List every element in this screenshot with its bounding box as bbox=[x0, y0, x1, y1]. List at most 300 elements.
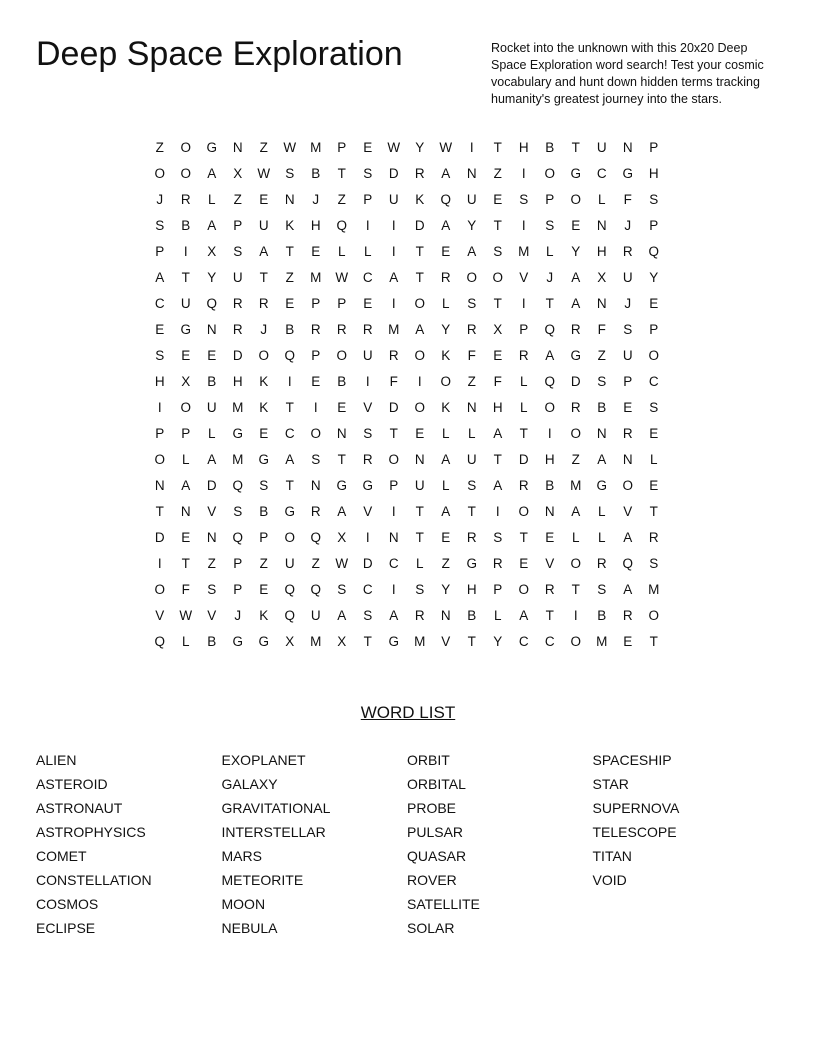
grid-cell: J bbox=[624, 295, 632, 311]
grid-cell: G bbox=[206, 139, 218, 155]
grid-cell: Z bbox=[259, 555, 269, 571]
grid-cell: A bbox=[259, 243, 269, 259]
word-list-item: PULSAR bbox=[407, 824, 464, 840]
grid-cell: P bbox=[259, 529, 269, 545]
grid-cell: O bbox=[544, 165, 556, 181]
grid-cell: R bbox=[492, 555, 504, 571]
grid-cell: C bbox=[362, 581, 374, 597]
grid-cell: R bbox=[362, 321, 374, 337]
grid-cell: E bbox=[571, 217, 581, 233]
grid-cell: A bbox=[441, 217, 451, 233]
grid-cell: Q bbox=[622, 555, 634, 571]
grid-cell: T bbox=[415, 529, 425, 545]
grid-cell: A bbox=[155, 269, 165, 285]
grid-cell: Z bbox=[493, 165, 503, 181]
grid-cell: U bbox=[206, 399, 218, 415]
grid-cell: T bbox=[649, 503, 659, 519]
grid-cell: Z bbox=[285, 269, 295, 285]
grid-cell: R bbox=[232, 321, 244, 337]
grid-cell: F bbox=[181, 581, 191, 597]
grid-cell: P bbox=[519, 321, 529, 337]
grid-cell: E bbox=[493, 347, 503, 363]
word-list-item: ORBIT bbox=[407, 752, 450, 768]
grid-cell: T bbox=[415, 503, 425, 519]
grid-row bbox=[147, 420, 667, 446]
word-list-title: WORD LIST bbox=[360, 703, 456, 722]
grid-cell: D bbox=[570, 373, 582, 389]
grid-cell: L bbox=[597, 529, 606, 545]
grid-cell: T bbox=[337, 451, 347, 467]
grid-cell: M bbox=[310, 269, 322, 285]
grid-cell: W bbox=[257, 165, 271, 181]
grid-cell: E bbox=[311, 243, 321, 259]
word-list-item: SPACESHIP bbox=[592, 752, 672, 768]
grid-cell: P bbox=[649, 139, 659, 155]
grid-cell: D bbox=[388, 399, 400, 415]
grid-cell: R bbox=[362, 451, 374, 467]
grid-cell: A bbox=[441, 451, 451, 467]
grid-cell: Y bbox=[207, 269, 217, 285]
grid-cell: O bbox=[466, 269, 478, 285]
grid-row bbox=[147, 290, 667, 316]
grid-cell: M bbox=[232, 399, 244, 415]
grid-cell: X bbox=[207, 243, 217, 259]
grid-cell: T bbox=[181, 555, 191, 571]
grid-cell: T bbox=[649, 633, 659, 649]
grid-cell: O bbox=[180, 165, 192, 181]
grid-cell: O bbox=[336, 347, 348, 363]
word-list-item: CONSTELLATION bbox=[36, 872, 152, 888]
grid-cell: G bbox=[388, 633, 400, 649]
grid-cell: P bbox=[649, 217, 659, 233]
grid-cell: E bbox=[259, 191, 269, 207]
grid-cell: A bbox=[467, 243, 477, 259]
grid-cell: H bbox=[466, 581, 478, 597]
grid-cell: X bbox=[337, 633, 347, 649]
grid-row bbox=[147, 524, 667, 550]
grid-cell: P bbox=[233, 555, 243, 571]
grid-cell: G bbox=[232, 633, 244, 649]
grid-cell: U bbox=[362, 347, 374, 363]
grid-cell: E bbox=[311, 373, 321, 389]
grid-row bbox=[147, 160, 667, 186]
grid-cell: U bbox=[414, 477, 426, 493]
grid-cell: A bbox=[207, 451, 217, 467]
grid-cell: A bbox=[207, 217, 217, 233]
grid-cell: L bbox=[597, 191, 606, 207]
grid-cell: T bbox=[285, 477, 295, 493]
grid-cell: N bbox=[206, 321, 218, 337]
grid-row bbox=[147, 264, 667, 290]
grid-cell: Q bbox=[544, 373, 556, 389]
grid-cell: O bbox=[518, 503, 530, 519]
grid-cell: E bbox=[441, 243, 451, 259]
grid-cell: L bbox=[207, 425, 216, 441]
grid-cell: R bbox=[518, 477, 530, 493]
grid-cell: K bbox=[259, 373, 269, 389]
grid-cell: Z bbox=[597, 347, 607, 363]
grid-row bbox=[147, 472, 667, 498]
grid-row bbox=[147, 342, 667, 368]
grid-row bbox=[147, 628, 667, 654]
grid-cell: Q bbox=[648, 243, 660, 259]
grid-cell: L bbox=[337, 243, 346, 259]
grid-cell: A bbox=[571, 295, 581, 311]
grid-cell: H bbox=[232, 373, 244, 389]
grid-cell: O bbox=[258, 347, 270, 363]
grid-cell: C bbox=[518, 633, 530, 649]
grid-cell: E bbox=[623, 633, 633, 649]
grid-cell: E bbox=[285, 295, 295, 311]
grid-cell: L bbox=[441, 295, 450, 311]
grid-cell: R bbox=[336, 321, 348, 337]
grid-cell: O bbox=[388, 451, 400, 467]
grid-cell: H bbox=[310, 217, 322, 233]
grid-cell: C bbox=[544, 633, 556, 649]
grid-cell: T bbox=[467, 503, 477, 519]
grid-cell: R bbox=[180, 191, 192, 207]
grid-cell: P bbox=[337, 295, 347, 311]
grid-cell: U bbox=[258, 217, 270, 233]
grid-cell: Q bbox=[440, 191, 452, 207]
grid-cell: M bbox=[232, 451, 244, 467]
grid-cell: O bbox=[154, 165, 166, 181]
grid-cell: L bbox=[597, 503, 606, 519]
grid-cell: B bbox=[181, 217, 191, 233]
grid-cell: F bbox=[597, 321, 607, 337]
grid-cell: A bbox=[389, 269, 399, 285]
grid-cell: X bbox=[597, 269, 607, 285]
grid-cell: O bbox=[414, 347, 426, 363]
grid-cell: L bbox=[181, 451, 190, 467]
grid-cell: Y bbox=[493, 633, 503, 649]
grid-cell: P bbox=[389, 477, 399, 493]
grid-cell: A bbox=[207, 165, 217, 181]
grid-cell: O bbox=[310, 425, 322, 441]
grid-cell: I bbox=[365, 529, 371, 545]
grid-row bbox=[147, 368, 667, 394]
grid-cell: R bbox=[388, 347, 400, 363]
grid-row bbox=[147, 186, 667, 212]
grid-cell: T bbox=[519, 425, 529, 441]
grid-cell: R bbox=[310, 503, 322, 519]
grid-cell: Z bbox=[207, 555, 217, 571]
grid-cell: X bbox=[285, 633, 295, 649]
grid-cell: R bbox=[518, 347, 530, 363]
grid-cell: L bbox=[415, 555, 424, 571]
grid-cell: N bbox=[622, 451, 634, 467]
grid-cell: V bbox=[441, 633, 451, 649]
grid-cell: V bbox=[519, 269, 529, 285]
grid-cell: S bbox=[597, 373, 607, 389]
grid-cell: N bbox=[466, 399, 478, 415]
grid-cell: K bbox=[285, 217, 295, 233]
grid-cell: U bbox=[310, 607, 322, 623]
grid-cell: G bbox=[570, 165, 582, 181]
grid-cell: S bbox=[363, 425, 373, 441]
grid-cell: A bbox=[545, 347, 555, 363]
grid-cell: C bbox=[596, 165, 608, 181]
grid-cell: E bbox=[545, 529, 555, 545]
grid-cell: N bbox=[310, 477, 322, 493]
grid-cell: A bbox=[597, 451, 607, 467]
grid-cell: V bbox=[207, 503, 217, 519]
word-list-item: MOON bbox=[221, 896, 266, 912]
grid-cell: Q bbox=[284, 581, 296, 597]
grid-cell: P bbox=[311, 347, 321, 363]
grid-cell: P bbox=[155, 243, 165, 259]
grid-cell: G bbox=[596, 477, 608, 493]
grid-cell: O bbox=[154, 451, 166, 467]
word-list-item: SATELLITE bbox=[407, 896, 480, 912]
word-list-item: ASTRONAUT bbox=[36, 800, 123, 816]
grid-cell: A bbox=[285, 451, 295, 467]
grid-cell: A bbox=[389, 607, 399, 623]
grid-cell: Q bbox=[154, 633, 166, 649]
grid-cell: N bbox=[206, 529, 218, 545]
grid-cell: Y bbox=[649, 269, 659, 285]
grid-cell: N bbox=[284, 191, 296, 207]
grid-cell: N bbox=[466, 165, 478, 181]
grid-cell: A bbox=[571, 503, 581, 519]
grid-cell: N bbox=[596, 295, 608, 311]
grid-cell: R bbox=[232, 295, 244, 311]
grid-row bbox=[147, 498, 667, 524]
word-list-item: ECLIPSE bbox=[36, 920, 96, 936]
grid-cell: Y bbox=[415, 139, 425, 155]
grid-cell: S bbox=[233, 243, 243, 259]
grid-cell: R bbox=[570, 321, 582, 337]
grid-cell: O bbox=[622, 477, 634, 493]
word-list-item: INTERSTELLAR bbox=[221, 824, 326, 840]
grid-cell: R bbox=[596, 555, 608, 571]
grid-cell: E bbox=[207, 347, 217, 363]
grid-cell: P bbox=[233, 581, 243, 597]
grid-cell: O bbox=[570, 555, 582, 571]
word-list-item: MARS bbox=[221, 848, 262, 864]
grid-cell: I bbox=[157, 399, 163, 415]
grid-cell: B bbox=[285, 321, 295, 337]
grid-cell: N bbox=[154, 477, 166, 493]
grid-cell: Z bbox=[467, 373, 477, 389]
grid-cell: B bbox=[545, 139, 555, 155]
grid-cell: P bbox=[337, 139, 347, 155]
grid-cell: Z bbox=[571, 451, 581, 467]
word-list-item: METEORITE bbox=[221, 872, 304, 888]
grid-cell: Q bbox=[544, 321, 556, 337]
grid-cell: W bbox=[283, 139, 297, 155]
grid-cell: L bbox=[467, 425, 476, 441]
grid-cell: K bbox=[259, 399, 269, 415]
grid-cell: E bbox=[623, 399, 633, 415]
grid-cell: I bbox=[157, 555, 163, 571]
grid-cell: A bbox=[337, 503, 347, 519]
grid-cell: G bbox=[570, 347, 582, 363]
grid-cell: N bbox=[596, 425, 608, 441]
grid-cell: H bbox=[492, 399, 504, 415]
grid-cell: E bbox=[181, 347, 191, 363]
grid-cell: P bbox=[649, 321, 659, 337]
grid-cell: L bbox=[571, 529, 580, 545]
word-list-item: EXOPLANET bbox=[221, 752, 306, 768]
grid-cell: U bbox=[284, 555, 296, 571]
grid-cell: B bbox=[337, 373, 347, 389]
grid-cell: A bbox=[623, 581, 633, 597]
grid-cell: N bbox=[544, 503, 556, 519]
grid-row bbox=[147, 602, 667, 628]
grid-row bbox=[147, 316, 667, 342]
grid-cell: W bbox=[335, 269, 349, 285]
grid-cell: E bbox=[415, 425, 425, 441]
grid-cell: E bbox=[519, 555, 529, 571]
grid-cell: O bbox=[518, 581, 530, 597]
grid-cell: E bbox=[363, 139, 373, 155]
grid-cell: V bbox=[363, 503, 373, 519]
grid-cell: U bbox=[596, 139, 608, 155]
grid-cell: O bbox=[414, 399, 426, 415]
word-list-item: NEBULA bbox=[221, 920, 278, 936]
grid-cell: P bbox=[155, 425, 165, 441]
grid-cell: S bbox=[363, 607, 373, 623]
grid-cell: Z bbox=[155, 139, 165, 155]
word-list-column bbox=[222, 748, 408, 940]
grid-row bbox=[147, 134, 667, 160]
grid-cell: H bbox=[154, 373, 166, 389]
grid-cell: R bbox=[544, 581, 556, 597]
grid-cell: T bbox=[545, 607, 555, 623]
grid-cell: L bbox=[363, 243, 372, 259]
grid-cell: H bbox=[544, 451, 556, 467]
grid-cell: R bbox=[414, 165, 426, 181]
grid-cell: U bbox=[622, 347, 634, 363]
grid-cell: L bbox=[181, 633, 190, 649]
grid-cell: Z bbox=[259, 139, 269, 155]
grid-cell: O bbox=[544, 399, 556, 415]
word-list-item: STAR bbox=[592, 776, 629, 792]
grid-cell: R bbox=[648, 529, 660, 545]
grid-row bbox=[147, 238, 667, 264]
grid-cell: Q bbox=[284, 607, 296, 623]
grid-cell: S bbox=[545, 217, 555, 233]
grid-cell: L bbox=[519, 373, 528, 389]
grid-cell: F bbox=[493, 373, 503, 389]
grid-cell: A bbox=[623, 529, 633, 545]
word-list-item: ROVER bbox=[407, 872, 457, 888]
grid-cell: T bbox=[415, 269, 425, 285]
grid-cell: Q bbox=[232, 529, 244, 545]
grid-cell: E bbox=[363, 295, 373, 311]
grid-cell: A bbox=[493, 477, 503, 493]
grid-cell: L bbox=[519, 399, 528, 415]
grid-cell: W bbox=[439, 139, 453, 155]
grid-cell: B bbox=[597, 607, 607, 623]
grid-cell: M bbox=[414, 633, 426, 649]
grid-cell: W bbox=[335, 555, 349, 571]
word-list-column bbox=[407, 748, 593, 940]
letter-grid bbox=[147, 134, 667, 654]
grid-cell: G bbox=[336, 477, 348, 493]
grid-cell: S bbox=[415, 581, 425, 597]
grid-cell: I bbox=[391, 503, 397, 519]
grid-cell: F bbox=[467, 347, 477, 363]
grid-cell: S bbox=[467, 477, 477, 493]
grid-cell: S bbox=[337, 581, 347, 597]
grid-cell: E bbox=[441, 529, 451, 545]
grid-cell: S bbox=[233, 503, 243, 519]
grid-cell: Y bbox=[441, 321, 451, 337]
grid-cell: T bbox=[259, 269, 269, 285]
word-list-item: QUASAR bbox=[407, 848, 467, 864]
page-title: Deep Space Exploration bbox=[36, 35, 403, 73]
grid-cell: I bbox=[573, 607, 579, 623]
grid-cell: I bbox=[417, 373, 423, 389]
word-list bbox=[36, 748, 778, 940]
grid-cell: R bbox=[466, 321, 478, 337]
grid-cell: I bbox=[469, 139, 475, 155]
grid-cell: O bbox=[180, 139, 192, 155]
grid-cell: R bbox=[414, 607, 426, 623]
grid-cell: D bbox=[518, 451, 530, 467]
grid-cell: I bbox=[391, 243, 397, 259]
grid-cell: E bbox=[649, 295, 659, 311]
grid-cell: X bbox=[233, 165, 243, 181]
grid-cell: K bbox=[415, 191, 425, 207]
grid-cell: S bbox=[155, 347, 165, 363]
grid-cell: E bbox=[155, 321, 165, 337]
grid-cell: R bbox=[466, 529, 478, 545]
grid-cell: I bbox=[495, 503, 501, 519]
grid-cell: L bbox=[545, 243, 554, 259]
grid-cell: B bbox=[597, 399, 607, 415]
grid-cell: D bbox=[362, 555, 374, 571]
grid-cell: S bbox=[649, 399, 659, 415]
grid-cell: W bbox=[387, 139, 401, 155]
grid-cell: B bbox=[207, 373, 217, 389]
grid-cell: I bbox=[547, 425, 553, 441]
grid-cell: Y bbox=[571, 243, 581, 259]
grid-cell: C bbox=[648, 373, 660, 389]
grid-cell: V bbox=[363, 399, 373, 415]
grid-cell: T bbox=[493, 295, 503, 311]
grid-cell: Q bbox=[310, 581, 322, 597]
grid-cell: I bbox=[391, 295, 397, 311]
grid-cell: U bbox=[466, 191, 478, 207]
grid-cell: T bbox=[493, 139, 503, 155]
grid-cell: J bbox=[624, 217, 632, 233]
grid-cell: X bbox=[337, 529, 347, 545]
word-list-item: TELESCOPE bbox=[592, 824, 677, 840]
grid-cell: I bbox=[365, 217, 371, 233]
word-list-item: GRAVITATIONAL bbox=[221, 800, 331, 816]
grid-cell: I bbox=[391, 581, 397, 597]
grid-cell: Y bbox=[441, 581, 451, 597]
grid-cell: R bbox=[258, 295, 270, 311]
grid-row bbox=[147, 212, 667, 238]
grid-cell: I bbox=[521, 295, 527, 311]
grid-cell: S bbox=[363, 165, 373, 181]
grid-cell: Q bbox=[232, 477, 244, 493]
grid-cell: P bbox=[623, 373, 633, 389]
grid-cell: D bbox=[232, 347, 244, 363]
grid-cell: U bbox=[466, 451, 478, 467]
grid-cell: O bbox=[440, 373, 452, 389]
grid-cell: N bbox=[232, 139, 244, 155]
grid-cell: J bbox=[156, 191, 164, 207]
grid-cell: G bbox=[180, 321, 192, 337]
grid-cell: A bbox=[415, 321, 425, 337]
grid-cell: P bbox=[363, 191, 373, 207]
grid-row bbox=[147, 550, 667, 576]
